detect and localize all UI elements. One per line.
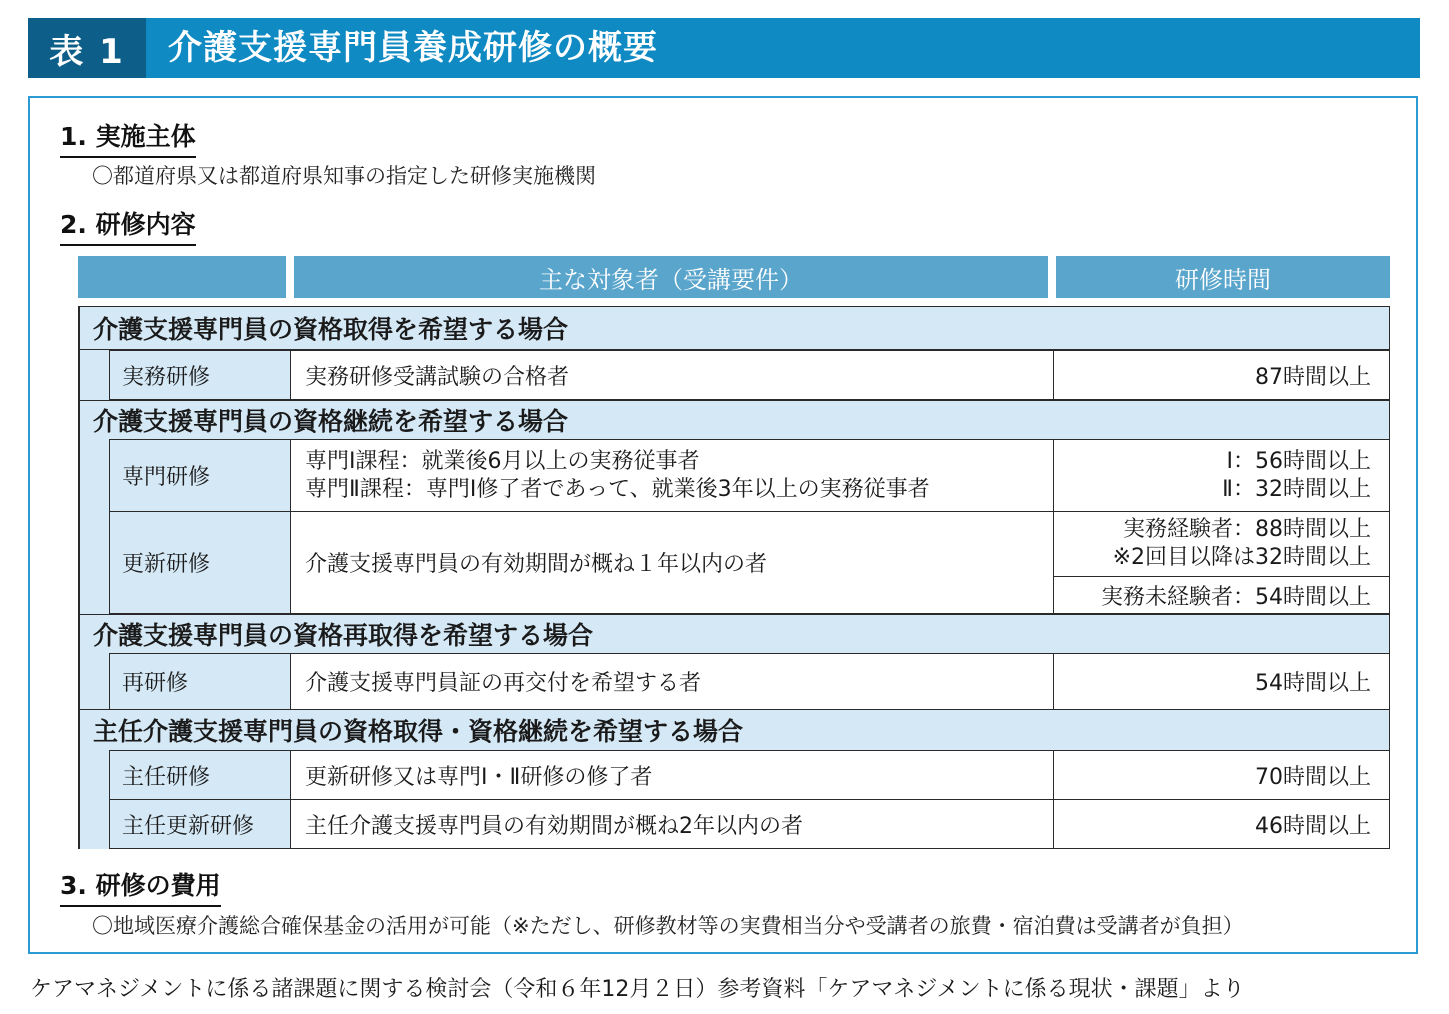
training-target-specialized: [290, 439, 1054, 512]
training-target-retraining: 介護支援専門員証の再交付を希望する者: [290, 653, 1054, 710]
hours-course-2: Ⅱ：32時間以上: [1222, 476, 1371, 502]
training-target-chief: 更新研修又は専門Ⅰ・Ⅱ研修の修了者: [290, 750, 1054, 800]
training-name-practical: 実務研修: [109, 350, 291, 400]
training-hours-specialized: [1053, 439, 1390, 512]
group-reacquire-rows: [78, 653, 1390, 710]
cost-note: 〇地域医療介護総合確保基金の活用が可能（※ただし、研修教材等の実費相当分や受講者の旅費・宿泊費は受講者が負担）: [92, 914, 1244, 938]
training-name-renewal: 更新研修: [109, 511, 291, 614]
training-hours-retraining: 54時間以上: [1053, 653, 1390, 710]
training-hours-renewal-inexperienced: 実務未経験者：54時間以上: [1053, 576, 1390, 614]
group-title-continue: 介護支援専門員の資格継続を希望する場合: [78, 400, 1390, 440]
header-hours: 研修時間: [1056, 256, 1390, 298]
group-title-chief: 主任介護支援専門員の資格取得・資格継続を希望する場合: [78, 709, 1390, 751]
table-right-border: [1389, 306, 1391, 849]
training-name-chief-renewal: 主任更新研修: [109, 799, 291, 849]
source-footnote: ケアマネジメントに係る諸課題に関する検討会（令和６年12月２日）参考資料「ケアマネジメントに係る現状・課題」より: [30, 977, 1245, 1002]
row-indent: [78, 439, 110, 614]
group-chief-rows: [78, 750, 1390, 849]
training-hours-renewal-experienced: [1053, 511, 1390, 577]
header-target: 主な対象者（受講要件）: [294, 256, 1048, 298]
target-course-2: 専門Ⅱ課程：専門Ⅰ修了者であって、就業後3年以上の実務従事者: [305, 476, 930, 502]
target-course-1: 専門Ⅰ課程：就業後6月以上の実務従事者: [305, 448, 700, 474]
training-hours-chief: 70時間以上: [1053, 750, 1390, 800]
training-hours-practical: 87時間以上: [1053, 350, 1390, 400]
hours-course-1: Ⅰ：56時間以上: [1226, 448, 1371, 474]
section-heading-cost: 3. 研修の費用: [60, 866, 221, 907]
table-number-label: 表 1: [28, 18, 146, 78]
training-name-specialized: 専門研修: [109, 439, 291, 512]
title-bar: [28, 18, 1420, 78]
row-indent: [78, 750, 110, 849]
training-name-chief: 主任研修: [109, 750, 291, 800]
training-target-practical: 実務研修受講試験の合格者: [290, 350, 1054, 400]
hours-experienced: 実務経験者：88時間以上: [1123, 517, 1371, 542]
hours-second-time: ※2回目以降は32時間以上: [1112, 545, 1371, 570]
training-hours-chief-renewal: 46時間以上: [1053, 799, 1390, 849]
training-name-retraining: 再研修: [109, 653, 291, 710]
header-blank-cell: [78, 256, 286, 298]
section-heading-provider: 1. 実施主体: [60, 117, 196, 158]
page-title: 介護支援専門員養成研修の概要: [168, 28, 658, 68]
group-continue-rows: [78, 439, 1390, 614]
row-indent: [78, 350, 110, 400]
group-acquire-rows: [78, 350, 1390, 400]
group-title-acquire: 介護支援専門員の資格取得を希望する場合: [78, 306, 1390, 350]
training-target-chief-renewal: 主任介護支援専門員の有効期間が概ね2年以内の者: [290, 799, 1054, 849]
table-left-border: [78, 306, 80, 849]
row-indent: [78, 653, 110, 710]
section-heading-content: 2. 研修内容: [60, 205, 196, 246]
provider-note: 〇都道府県又は都道府県知事の指定した研修実施機関: [92, 164, 596, 188]
training-target-renewal: 介護支援専門員の有効期間が概ね１年以内の者: [290, 511, 1054, 614]
group-title-reacquire: 介護支援専門員の資格再取得を希望する場合: [78, 614, 1390, 654]
